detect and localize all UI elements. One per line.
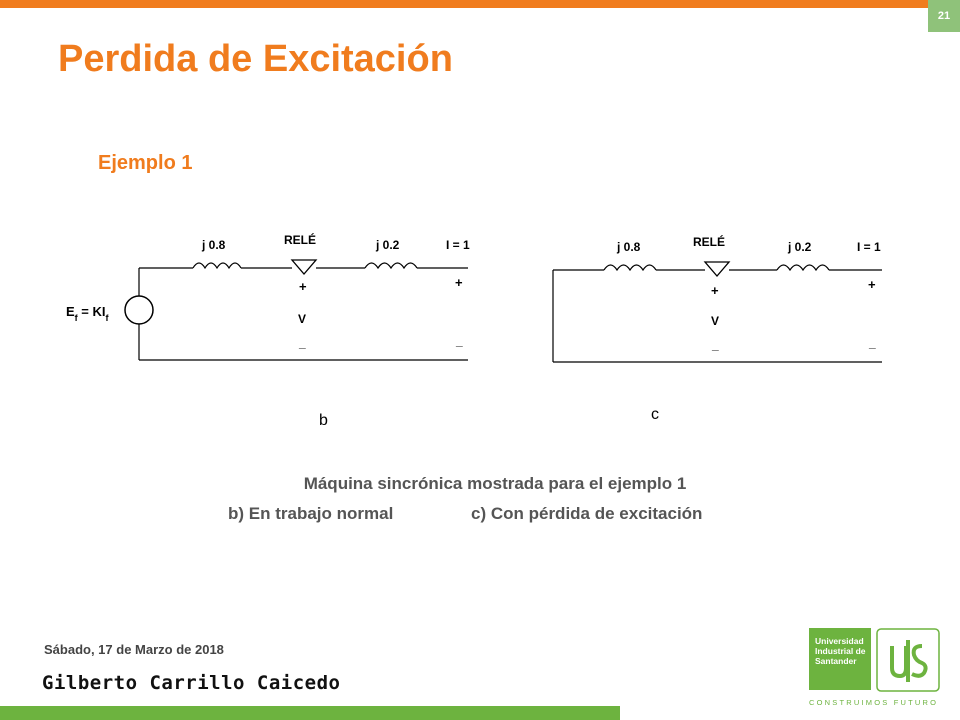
voltage-plus-sign: + (711, 283, 719, 298)
voltage-minus-sign: _ (299, 336, 306, 350)
caption-part-c: c) Con pérdida de excitación (471, 504, 703, 523)
slide-title: Perdida de Excitación (58, 38, 453, 80)
voltage-label: V (711, 314, 720, 328)
terminal-plus-sign: + (455, 275, 463, 290)
voltage-plus-sign: + (299, 279, 307, 294)
university-tagline: CONSTRUIMOS FUTURO (809, 698, 939, 707)
source-label: $E_f = KI_f$ (66, 304, 109, 323)
relay-triangle-icon (705, 262, 729, 276)
reactance-left-label: j 0.8 (202, 238, 226, 252)
top-accent-bar (0, 0, 960, 8)
panel-label-b: b (319, 412, 328, 429)
circuit-b (125, 260, 468, 360)
voltage-label: V (298, 312, 307, 326)
terminal-plus-sign: + (868, 277, 876, 292)
logo-line: Universidad (815, 636, 864, 646)
terminal-minus-sign: _ (456, 334, 463, 348)
current-label: I = 1 (446, 238, 470, 252)
relay-label: RELÉ (693, 235, 726, 249)
inductor-left-icon (193, 263, 241, 268)
circuit-diagrams (0, 220, 960, 380)
relay-label: RELÉ (284, 233, 317, 247)
reactance-right-label: j 0.2 (376, 238, 400, 252)
current-label: I = 1 (857, 240, 881, 254)
circuit-c-labels (616, 234, 881, 352)
university-logo-icon (876, 628, 940, 692)
caption-part-b: b) En trabajo normal (228, 504, 394, 523)
voltage-source-icon (125, 296, 153, 324)
terminal-minus-sign: _ (869, 336, 876, 350)
relay-triangle-icon (292, 260, 316, 274)
footer-author: Gilberto Carrillo Caicedo (42, 672, 341, 694)
circuit-b-labels (66, 232, 470, 350)
figure-caption: Máquina sincrónica mostrada para el ejemplo 1 (303, 474, 687, 493)
panel-label-c: c (651, 406, 659, 423)
university-logo-text (809, 628, 871, 690)
voltage-minus-sign: _ (712, 338, 719, 352)
inductor-left-icon (604, 265, 656, 270)
reactance-left-label: j 0.8 (617, 240, 641, 254)
logo-line: Industrial de (815, 646, 866, 656)
example-subtitle: Ejemplo 1 (98, 152, 193, 174)
slide-number: 21 (928, 0, 960, 32)
footer-date: Sábado, 17 de Marzo de 2018 (44, 642, 224, 657)
inductor-right-icon (365, 263, 417, 268)
reactance-right-label: j 0.2 (788, 240, 812, 254)
inductor-right-icon (777, 265, 829, 270)
logo-line: Santander (815, 656, 857, 666)
bottom-accent-bar (0, 706, 620, 720)
